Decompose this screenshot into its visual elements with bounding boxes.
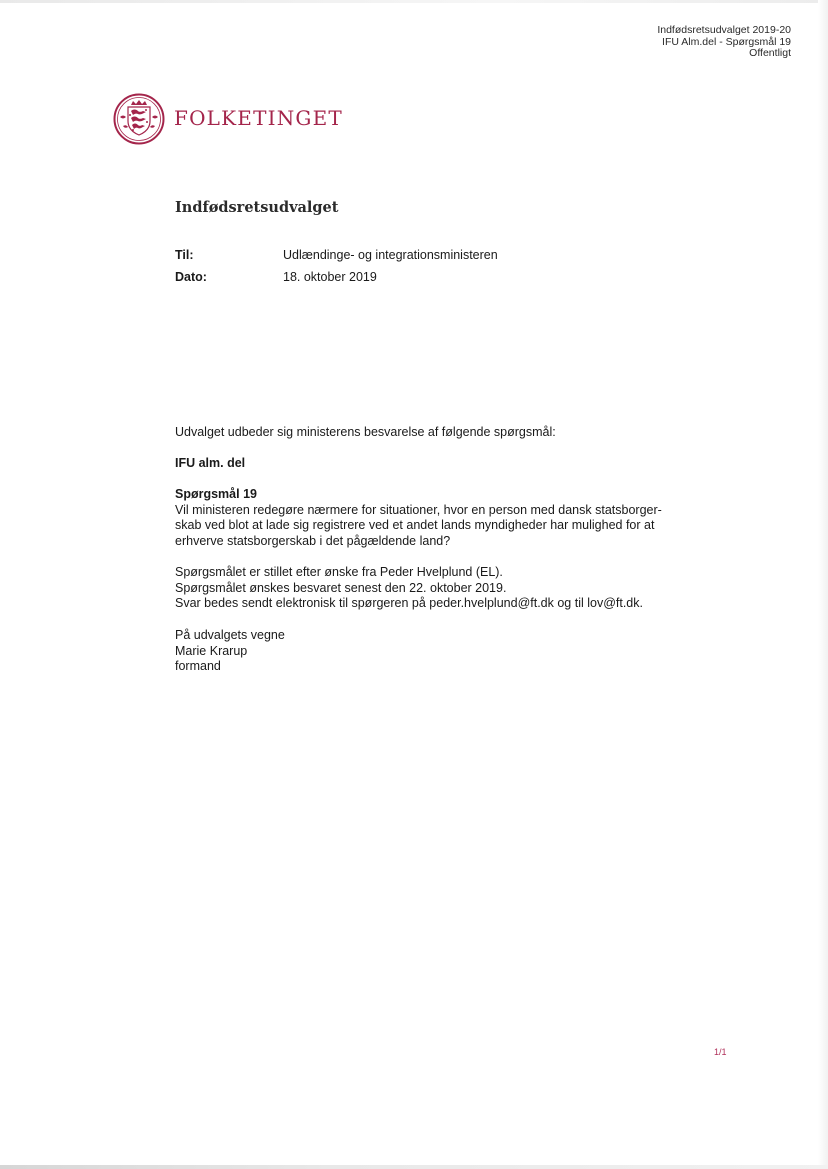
recipient-row	[175, 248, 735, 264]
date-label: Dato:	[175, 270, 207, 284]
details-block	[175, 565, 643, 612]
reference-label: IFU alm. del	[175, 456, 246, 470]
page-number: 1/1	[714, 1047, 727, 1057]
question-line: skab ved blot at lade sig registrere ved et andet lands myndigheder har mulighed for at	[175, 518, 655, 532]
signature-block	[175, 628, 285, 675]
page-edge-right	[818, 0, 828, 1169]
signature-line: På udvalgets vegne	[175, 628, 285, 642]
committee-heading: Indfødsretsudvalget	[175, 199, 339, 216]
question-title: Spørgsmål 19	[175, 487, 257, 501]
brand-wordmark: FOLKETINGET	[174, 106, 343, 130]
signature-line: Marie Krarup	[175, 643, 248, 658]
date-row	[175, 270, 735, 286]
question-block	[175, 487, 662, 549]
intro-text: Udvalget udbeder sig ministerens besvarelse af følgende spørgsmål:	[175, 425, 556, 439]
stamp-line-reference: IFU Alm.del - Spørgsmål 19	[662, 35, 791, 48]
recipient-value: Udlændinge- og integrationsministeren	[283, 248, 498, 262]
details-line: Svar bedes sendt elektronisk til spørgeren på peder.hvelplund@ft.dk og til lov@ft.dk.	[175, 596, 643, 610]
date-value: 18. oktober 2019	[283, 270, 377, 284]
stamp-line-status: Offentligt	[749, 47, 791, 59]
folketinget-crest-icon	[113, 93, 165, 145]
document-stamp	[657, 25, 791, 60]
details-line: Spørgsmålet er stillet efter ønske fra Peder Hvelplund (EL).	[175, 565, 503, 579]
question-line: Vil ministeren redegøre nærmere for situationer, hvor en person med dansk statsborger-	[175, 502, 662, 517]
page-edge-top	[0, 0, 828, 3]
details-line: Spørgsmålet ønskes besvaret senest den 22. oktober 2019.	[175, 580, 507, 595]
recipient-label: Til:	[175, 248, 194, 262]
question-line: erhverve statsborgerskab i det pågældende land?	[175, 533, 451, 548]
page-edge-bottom	[0, 1165, 828, 1169]
stamp-line-committee: Indfødsretsudvalget 2019-20	[657, 24, 791, 36]
signature-line: formand	[175, 659, 221, 673]
